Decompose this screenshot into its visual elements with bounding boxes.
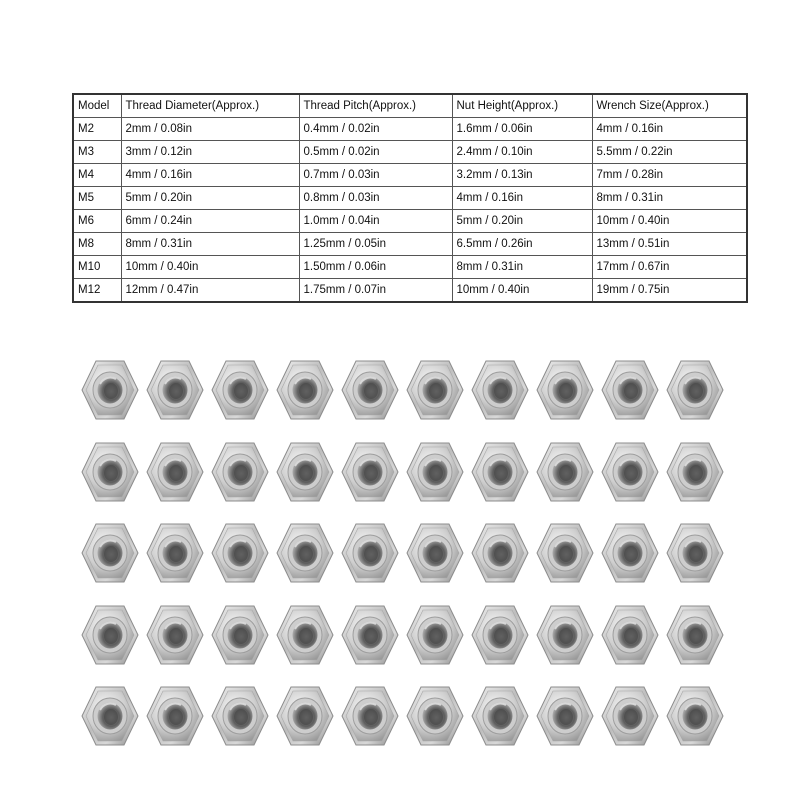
hex-nut-icon [600,358,660,422]
table-body [73,118,747,303]
hex-nut-icon [210,521,270,585]
cell-wrench-size: 5.5mm / 0.22in [592,141,747,164]
hex-nut-icon [340,358,400,422]
cell-model: M8 [73,233,121,256]
hex-nut-icon [470,440,530,504]
cell-wrench-size: 10mm / 0.40in [592,210,747,233]
hex-nut-icon [535,603,595,667]
cell-thread-diameter: 8mm / 0.31in [121,233,299,256]
hex-nut-icon [405,358,465,422]
hex-nut-icon [275,521,335,585]
cell-nut-height: 8mm / 0.31in [452,256,592,279]
hex-nut-icon [145,358,205,422]
hex-nut-icon [145,440,205,504]
cell-wrench-size: 4mm / 0.16in [592,118,747,141]
table-row [73,164,747,187]
hex-nut-icon [145,603,205,667]
table-row [73,279,747,303]
table-row [73,256,747,279]
cell-model: M6 [73,210,121,233]
hex-nut-icon [210,358,270,422]
hex-nut-icon [145,521,205,585]
hex-nut-icon [600,521,660,585]
hex-nut-icon [665,521,725,585]
col-header-thread-pitch: Thread Pitch(Approx.) [299,94,452,118]
hex-nut-icon [535,440,595,504]
hex-nut-grid [80,358,730,770]
hex-nut-icon [275,603,335,667]
cell-model: M3 [73,141,121,164]
cell-thread-pitch: 0.4mm / 0.02in [299,118,452,141]
cell-wrench-size: 8mm / 0.31in [592,187,747,210]
cell-model: M12 [73,279,121,303]
cell-thread-diameter: 2mm / 0.08in [121,118,299,141]
hex-nut-icon [405,603,465,667]
cell-thread-pitch: 1.0mm / 0.04in [299,210,452,233]
cell-wrench-size: 19mm / 0.75in [592,279,747,303]
table-row [73,233,747,256]
cell-thread-pitch: 0.7mm / 0.03in [299,164,452,187]
cell-model: M10 [73,256,121,279]
hex-nut-icon [600,603,660,667]
hex-nut-icon [275,440,335,504]
table-row [73,210,747,233]
cell-thread-diameter: 4mm / 0.16in [121,164,299,187]
hex-nut-icon [405,440,465,504]
hex-nut-icon [210,603,270,667]
cell-thread-pitch: 0.5mm / 0.02in [299,141,452,164]
hex-nut-icon [80,358,140,422]
cell-wrench-size: 17mm / 0.67in [592,256,747,279]
hex-nut-icon [665,358,725,422]
cell-thread-pitch: 1.75mm / 0.07in [299,279,452,303]
hex-nut-icon [470,603,530,667]
cell-thread-diameter: 10mm / 0.40in [121,256,299,279]
hex-nut-icon [340,684,400,748]
hex-nut-icon [145,684,205,748]
hex-nut-icon [470,521,530,585]
col-header-nut-height: Nut Height(Approx.) [452,94,592,118]
cell-model: M4 [73,164,121,187]
hex-nut-icon [275,358,335,422]
col-header-wrench-size: Wrench Size(Approx.) [592,94,747,118]
hex-nut-icon [405,521,465,585]
hex-nut-icon [340,603,400,667]
hex-nut-icon [470,358,530,422]
hex-nut-icon [665,440,725,504]
hex-nut-icon [470,684,530,748]
cell-wrench-size: 7mm / 0.28in [592,164,747,187]
hex-nut-icon [665,684,725,748]
cell-model: M5 [73,187,121,210]
cell-nut-height: 4mm / 0.16in [452,187,592,210]
hex-nut-icon [80,440,140,504]
cell-thread-diameter: 3mm / 0.12in [121,141,299,164]
cell-model: M2 [73,118,121,141]
hex-nut-icon [665,603,725,667]
cell-thread-pitch: 0.8mm / 0.03in [299,187,452,210]
cell-nut-height: 6.5mm / 0.26in [452,233,592,256]
cell-nut-height: 1.6mm / 0.06in [452,118,592,141]
col-header-model: Model [73,94,121,118]
hex-nut-icon [275,684,335,748]
hex-nut-icon [80,603,140,667]
cell-wrench-size: 13mm / 0.51in [592,233,747,256]
hex-nut-icon [600,440,660,504]
cell-nut-height: 5mm / 0.20in [452,210,592,233]
cell-thread-diameter: 5mm / 0.20in [121,187,299,210]
hex-nut-icon [600,684,660,748]
table-row [73,141,747,164]
cell-nut-height: 3.2mm / 0.13in [452,164,592,187]
hex-nut-icon [80,521,140,585]
cell-nut-height: 10mm / 0.40in [452,279,592,303]
hex-nut-icon [80,684,140,748]
hex-nut-icon [405,684,465,748]
hex-nut-icon [340,440,400,504]
spec-table [72,93,748,303]
table-header-row [73,94,747,118]
table-row [73,118,747,141]
hex-nut-icon [535,684,595,748]
cell-thread-pitch: 1.25mm / 0.05in [299,233,452,256]
hex-nut-icon [340,521,400,585]
cell-thread-pitch: 1.50mm / 0.06in [299,256,452,279]
hex-nut-icon [210,684,270,748]
hex-nut-icon [535,521,595,585]
cell-thread-diameter: 12mm / 0.47in [121,279,299,303]
hex-nut-icon [535,358,595,422]
table-row [73,187,747,210]
col-header-thread-diameter: Thread Diameter(Approx.) [121,94,299,118]
cell-thread-diameter: 6mm / 0.24in [121,210,299,233]
hex-nut-icon [210,440,270,504]
cell-nut-height: 2.4mm / 0.10in [452,141,592,164]
